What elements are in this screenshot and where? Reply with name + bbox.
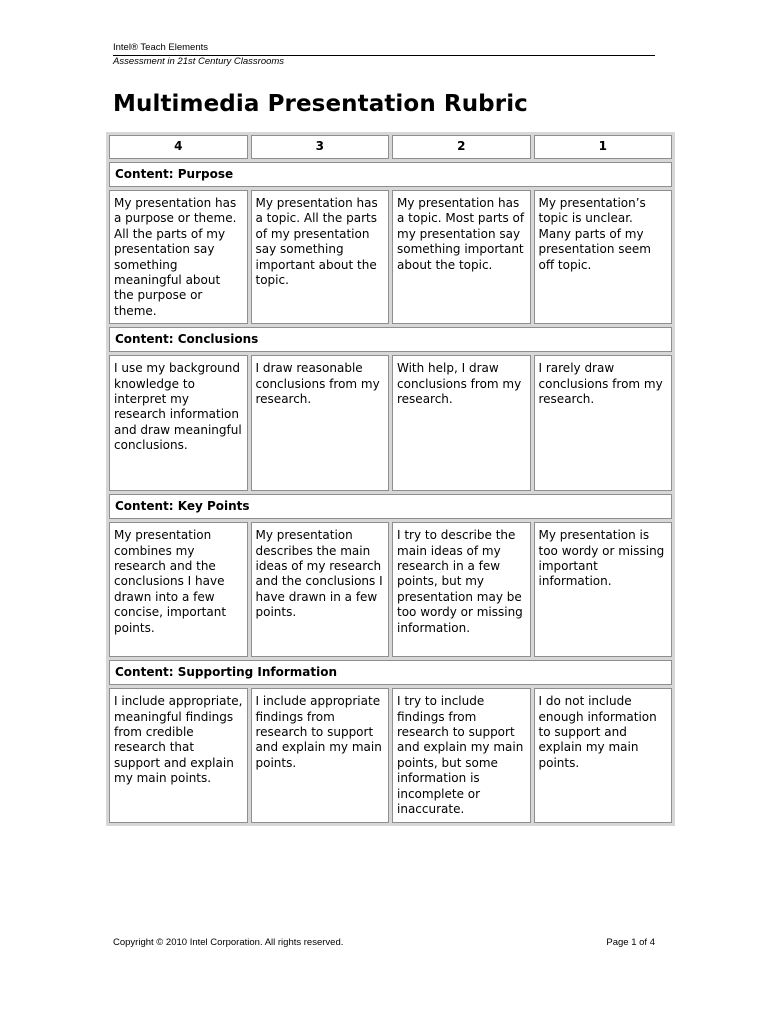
criteria-cell: My presentation is too wordy or missing important information. xyxy=(534,522,673,657)
copyright-notice: Copyright © 2010 Intel Corporation. All rights reserved. xyxy=(113,937,344,948)
section-heading-row xyxy=(109,327,672,352)
criteria-cell: My presentation’s topic is unclear. Many parts of my presentation seem off topic. xyxy=(534,190,673,324)
section-heading-supporting-information: Content: Supporting Information xyxy=(109,660,672,685)
section-heading-row xyxy=(109,660,672,685)
criteria-cell: I try to describe the main ideas of my research in a few points, but my presentation may be too wordy or missing information. xyxy=(392,522,531,657)
criteria-cell: With help, I draw conclusions from my research. xyxy=(392,355,531,491)
document-title: Multimedia Presentation Rubric xyxy=(113,91,528,117)
section-heading-conclusions: Content: Conclusions xyxy=(109,327,672,352)
criteria-row-purpose xyxy=(109,190,672,324)
section-heading-key-points: Content: Key Points xyxy=(109,494,672,519)
criteria-cell: My presentation has a topic. All the parts of my presentation say something important about the topic. xyxy=(251,190,390,324)
criteria-cell: I include appropriate findings from research to support and explain my main points. xyxy=(251,688,390,823)
section-heading-row xyxy=(109,494,672,519)
rubric-table xyxy=(106,132,675,826)
section-heading-row xyxy=(109,162,672,187)
score-header-row xyxy=(109,135,672,159)
criteria-row-conclusions xyxy=(109,355,672,491)
criteria-cell: I use my background knowledge to interpret my research information and draw meaningful conclusions. xyxy=(109,355,248,491)
score-header-1: 1 xyxy=(534,135,673,159)
criteria-cell: I try to include findings from research to support and explain my main points, but some information is incomplete or inaccurate. xyxy=(392,688,531,823)
score-header-4: 4 xyxy=(109,135,248,159)
criteria-cell: I do not include enough information to support and explain my main points. xyxy=(534,688,673,823)
criteria-row-supporting-information xyxy=(109,688,672,823)
criteria-cell: I include appropriate, meaningful findings from credible research that support and explain my main points. xyxy=(109,688,248,823)
page-number: Page 1 of 4 xyxy=(606,937,655,948)
section-heading-purpose: Content: Purpose xyxy=(109,162,672,187)
criteria-cell: I draw reasonable conclusions from my research. xyxy=(251,355,390,491)
criteria-cell: My presentation combines my research and the conclusions I have drawn into a few concise, important points. xyxy=(109,522,248,657)
criteria-cell: I rarely draw conclusions from my research. xyxy=(534,355,673,491)
page-header xyxy=(113,42,655,68)
score-header-3: 3 xyxy=(251,135,390,159)
criteria-row-key-points xyxy=(109,522,672,657)
criteria-cell: My presentation describes the main ideas of my research and the conclusions I have drawn in a few points. xyxy=(251,522,390,657)
criteria-cell: My presentation has a purpose or theme. All the parts of my presentation say something meaningful about the purpose or theme. xyxy=(109,190,248,324)
score-header-2: 2 xyxy=(392,135,531,159)
header-brand: Intel® Teach Elements xyxy=(113,42,209,53)
criteria-cell: My presentation has a topic. Most parts of my presentation say something important about the topic. xyxy=(392,190,531,324)
header-subtitle: Assessment in 21st Century Classrooms xyxy=(113,56,285,67)
